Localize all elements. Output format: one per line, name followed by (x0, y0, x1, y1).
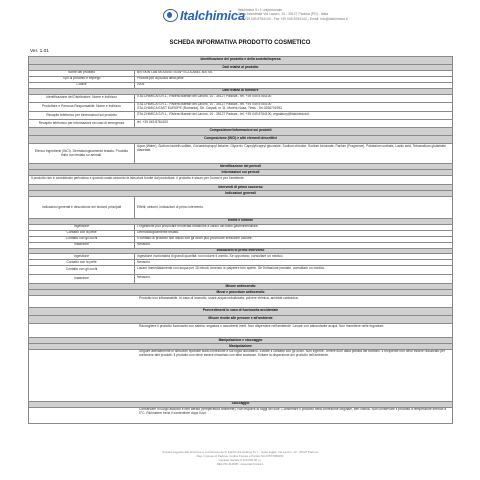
section-header: Manipolazione e stoccaggio (29, 338, 453, 344)
table-row (29, 349, 453, 401)
company-logo (163, 8, 245, 23)
page-header (0, 6, 480, 36)
row-label: Recapito telefonico per informazioni nei casi di emergenza (29, 120, 135, 128)
footer-line: Reg. Imprese di Padova, Codice Fiscale e Partita IVA 03577080283 (196, 454, 284, 458)
section-subheader-row (29, 316, 453, 324)
page-footer (0, 450, 480, 466)
section-subheader: Manipolazione (29, 344, 453, 350)
row-value (135, 102, 453, 112)
section-subheader: Indicazioni generali (29, 191, 453, 197)
row-label: Elenco ingredienti (INCI). Dermatologicamente testato. Prodotto finito non testato su animali. (29, 144, 135, 164)
section-subheader: Composizione (INCI) e altri elementi descrittivi (29, 136, 453, 144)
producer-line: ITALCHIMICA S.R.L., Riviera Maestri del Lavoro, 10 - 35127 Padova - tel. +39 049 8764100 (137, 102, 272, 107)
footer-line: Società soggetta alla direzione e coordinamento di Italchimica Holding S.r.l. - Sede legale: Via Lavoro, 10 - 35127 Padova (162, 450, 318, 454)
row-value: Ingestione involontaria di grandi quantità: non indurre il vomito. Se opportuno, consultare un medico. (135, 254, 453, 260)
section-header-row (29, 128, 453, 136)
row-value: 0005 (135, 82, 453, 88)
row-label: Nome del prodotto (29, 70, 135, 76)
table-row (29, 266, 453, 275)
row-label: Indicazioni generali e descrizione dei sintomi principali (29, 196, 135, 218)
row-value: Seguire attentamente le istruzioni riportate sulla confezione e sul foglio illustrativo. Evitare il contatto con gli occhi. Non ingerire. Tenere fuori dalla portata dei bambini. Il recipiente non deve essere riutilizzato per contenere altri prodotti. Il prodotto non deve essere miscelato con altre sostanze. Evitare la dispersione del prodotto nell'ambiente. (29, 349, 453, 401)
section-header-row (29, 57, 453, 65)
table-row (29, 296, 453, 308)
table-row (29, 94, 453, 102)
row-label: Codice (29, 82, 135, 88)
row-value: Aqua (Water), Sodium laureth sulfate, Cocamidopropyl betaine, Glycerin, Caprylyl/capryl glucoside, Sodium chloride, Sodium benzoate, Parfum (Fragrance), Potassium sorbate, Lactic acid, Tetrasodium glutamate diacetate. (135, 144, 453, 164)
company-info-line: Tel. +39 049 8764100 - Fax +39 049 8764142 - Email: info@italchimica.it (238, 16, 348, 21)
product-info-table (28, 56, 453, 424)
row-label: Produttore e Persona Responsabile: Nome e Indirizzo (29, 102, 135, 112)
section-subheader: Dati relativi al prodotto (29, 65, 453, 71)
section-subheader: Effetti e sintomi (29, 218, 453, 224)
row-value: Conservare in luogo asciutto e ben aerato (temperatura ambiente). Non esporre ai raggi del sole. Conservare il prodotto nella confezione originale, ben chiusa. Non conservare il prodotto a temperature inferiori a 0°C. Richiudere bene il contenitore dopo l'uso. (29, 407, 453, 423)
section-header: Provvedimenti in caso di fuoriuscita accidentale (29, 308, 453, 316)
document-title: SCHEDA INFORMATIVA PRODOTTO COSMETICO (169, 40, 311, 46)
row-value: Prodotto non infiammabile. In caso di incendio, usare acqua nebulizzata, polvere chimica, anidride carbonica. (29, 296, 453, 308)
row-label: Recapito telefonico per informazioni sul prodotto (29, 112, 135, 120)
section-header: Misure antincendio (29, 284, 453, 290)
company-info-line: Zona Industriale Via Lavoro, 10 - 35127 Padova (PD) - Italia (238, 12, 329, 17)
section-subheader: Stoccaggio (29, 401, 453, 407)
row-label: Contatto con gli occhi (29, 236, 135, 242)
row-label: Contatto con gli occhi (29, 266, 135, 275)
section-subheader: Mezzi e procedure antincendio (29, 290, 453, 296)
row-label: Ingestione (29, 254, 135, 260)
section-header: Composizione/informazioni sui prodotti (29, 128, 453, 136)
section-subheader: Informazioni sui pericoli (29, 170, 453, 176)
row-label: Inalazione (29, 242, 135, 248)
company-info-line: Italchimica S.r.l. unipersonale (238, 8, 283, 12)
table-row (29, 112, 453, 120)
row-value: Nessuno. (135, 242, 453, 248)
logo-mark-icon (163, 9, 178, 22)
row-value: BN SKIN LAB MOUSSE SOAP ECOLABEL 800 ML (135, 70, 453, 76)
producer-line: ITALCHIMICA EAST EUROPE (Romania), Str. Carpati, nr 11, Moreni-Nusa, Timis - Tel.0256701952 (137, 105, 283, 110)
table-row (29, 144, 453, 164)
table-row (29, 324, 453, 338)
row-value: Il prodotto non è considerato pericoloso e quando usato secondo le istruzioni fornite dal produttore, il prodotto è sicuro per l'uomo e per l'ambiente. (29, 176, 453, 185)
row-value: L'ingestione può provocare moderata irritazione a carico del tratto gastrointestinale. (135, 224, 453, 230)
row-value: Raccogliere il prodotto fuoriuscito con sabbia, segatura o assorbenti inerti. Non disperdere nell'ambiente. Lavare con abbondante acqua. Non immettere nelle fognature. (29, 324, 453, 338)
section-header: Identificazione dei pericoli (29, 164, 453, 170)
row-value: Lavare immediatamente con acqua per 15 minuti, tenendo le palpebre ben aperte. Se l'irritazione persiste, consultare un medico. (135, 266, 453, 275)
section-header: Identificazione del prodotto e della società/impresa (29, 57, 453, 65)
row-value: Effetti, sintomi, indicazioni di primo intervento. (135, 196, 453, 218)
row-label: Identificazione del Distributore: Nome e Indirizzo (29, 94, 135, 102)
row-label: Inalazione (29, 275, 135, 284)
table-row (29, 407, 453, 423)
section-subheader: Dati relativi al fornitore (29, 88, 453, 94)
row-value: tel. +39 049 8764100 (135, 120, 453, 128)
section-subheader-row (29, 136, 453, 144)
footer-line: REA PD-314695 - www.italchimica.it (216, 462, 264, 466)
footer-line: Capitale Sociale € 100.000,00 i.v. (218, 458, 262, 462)
row-label: Ingestione (29, 224, 135, 230)
row-value: Nessuno. (135, 275, 453, 284)
row-value: Prodotti per la pulizia della pelle (135, 76, 453, 82)
company-info (238, 8, 348, 21)
section-header-row (29, 308, 453, 316)
table-row (29, 102, 453, 112)
section-header: Interventi di primo soccorso (29, 185, 453, 191)
row-value: Nessuno. (135, 260, 453, 266)
table-row (29, 196, 453, 218)
row-label: Contatto con la pelle (29, 260, 135, 266)
row-value: Il contatto di prodotto non diluito con gli occhi può provocare irritazione oculare. (135, 236, 453, 242)
row-value: ITALCHIMICA S.R.L., Riviera Maestri del Lavoro, 10 - 35127 Padova - tel. +39 049 8764100 (135, 94, 453, 102)
section-subheader: Misure rivolte alle persone e all'ambiente (29, 316, 453, 324)
table-row (29, 120, 453, 128)
section-subheader: Indicazioni di primo intervento (29, 248, 453, 254)
row-label: Tipo di prodotto e impiego (29, 76, 135, 82)
row-value: ITALCHIMICA S.R.L., Riviera Maestri del Lavoro, 10 - 35127 Padova - tel. +39 049 8764100, regulatory@italchimica.it (135, 112, 453, 120)
logo-text: Italchimica (180, 8, 245, 23)
table-row (29, 275, 453, 284)
row-value: Dermatologicamente testato. (135, 230, 453, 236)
row-label: Contatto con la pelle (29, 230, 135, 236)
table-row (29, 176, 453, 185)
document-version: Ver. 1.01 (30, 49, 49, 54)
